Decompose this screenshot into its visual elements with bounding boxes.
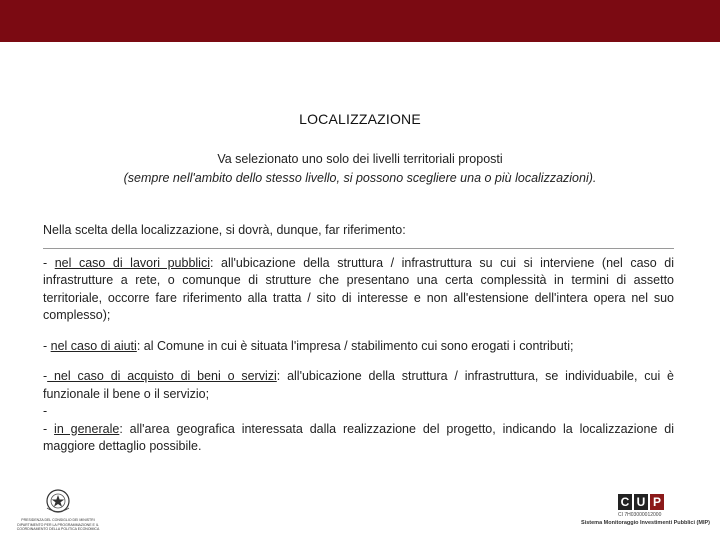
item-in-generale xyxy=(43,421,674,456)
item-lavori-pubblici xyxy=(43,255,674,325)
cup-code: CI 7H03000012000 xyxy=(618,512,662,518)
cup-letters xyxy=(618,494,664,510)
item-prefix: - xyxy=(43,369,48,383)
divider xyxy=(43,248,674,249)
body-text xyxy=(43,222,674,456)
emblem-caption: PRESIDENZA DEL CONSIGLIO DEI MINISTRI DIPARTIMENTO PER LA PROGRAMMAZIONE E IL COORDINAMENTO DELLA POLITICA ECONOMICA xyxy=(16,518,100,531)
item-text: : all'ubicazione della struttura / infrastruttura su cui si interviene (nel caso di infrastrutture a rete, o comunque di strutture che presentano una certa complessità in termini di assetto territoriale, occorre fare riferimento alla tratta / sito di interesse e non all'estensione dell'intera opera nel suo complesso); xyxy=(43,255,675,322)
item-acquisto-beni-servizi xyxy=(43,368,674,403)
item-label: nel caso di lavori pubblici xyxy=(54,255,210,270)
item-text: : al Comune in cui è situata l'impresa / stabilimento cui sono erogati i contributi; xyxy=(136,338,574,353)
subtitle-line-2: (sempre nell'ambito dello stesso livello, si possono scegliere una o più localizzazioni). xyxy=(123,171,597,185)
subtitle-line-1: Va selezionato uno solo dei livelli territoriali proposti xyxy=(217,152,503,166)
cup-letter-c: C xyxy=(618,494,632,510)
item-prefix: - xyxy=(43,255,55,270)
emblem-icon xyxy=(10,488,110,518)
item-prefix: - xyxy=(43,421,55,436)
item-label: nel caso di acquisto di beni o servizi xyxy=(47,369,277,383)
item-text: : all'area geografica interessata dalla realizzazione del progetto, indicando la localizzazione di maggiore dettaglio possibile. xyxy=(43,421,675,453)
cup-logo xyxy=(574,494,714,534)
subtitle xyxy=(0,150,720,188)
cup-letter-p: P xyxy=(650,494,664,510)
item-label: nel caso di aiuti xyxy=(50,338,137,353)
item-text: : all'ubicazione della struttura / infrastruttura, se individuabile, cui è funzionale il bene o il servizio; xyxy=(43,369,674,401)
cup-caption: Sistema Monitoraggio Investimenti Pubblici (MIP) xyxy=(581,520,710,526)
intro-text: Nella scelta della localizzazione, si dovrà, dunque, far riferimento: xyxy=(43,223,406,237)
page-title: LOCALIZZAZIONE xyxy=(299,111,421,127)
header-bar xyxy=(0,0,720,42)
dash-line: - xyxy=(43,404,48,418)
item-aiuti xyxy=(43,338,674,356)
item-prefix: - xyxy=(43,338,51,353)
cup-letter-u: U xyxy=(634,494,648,510)
item-label: in generale xyxy=(54,421,120,436)
